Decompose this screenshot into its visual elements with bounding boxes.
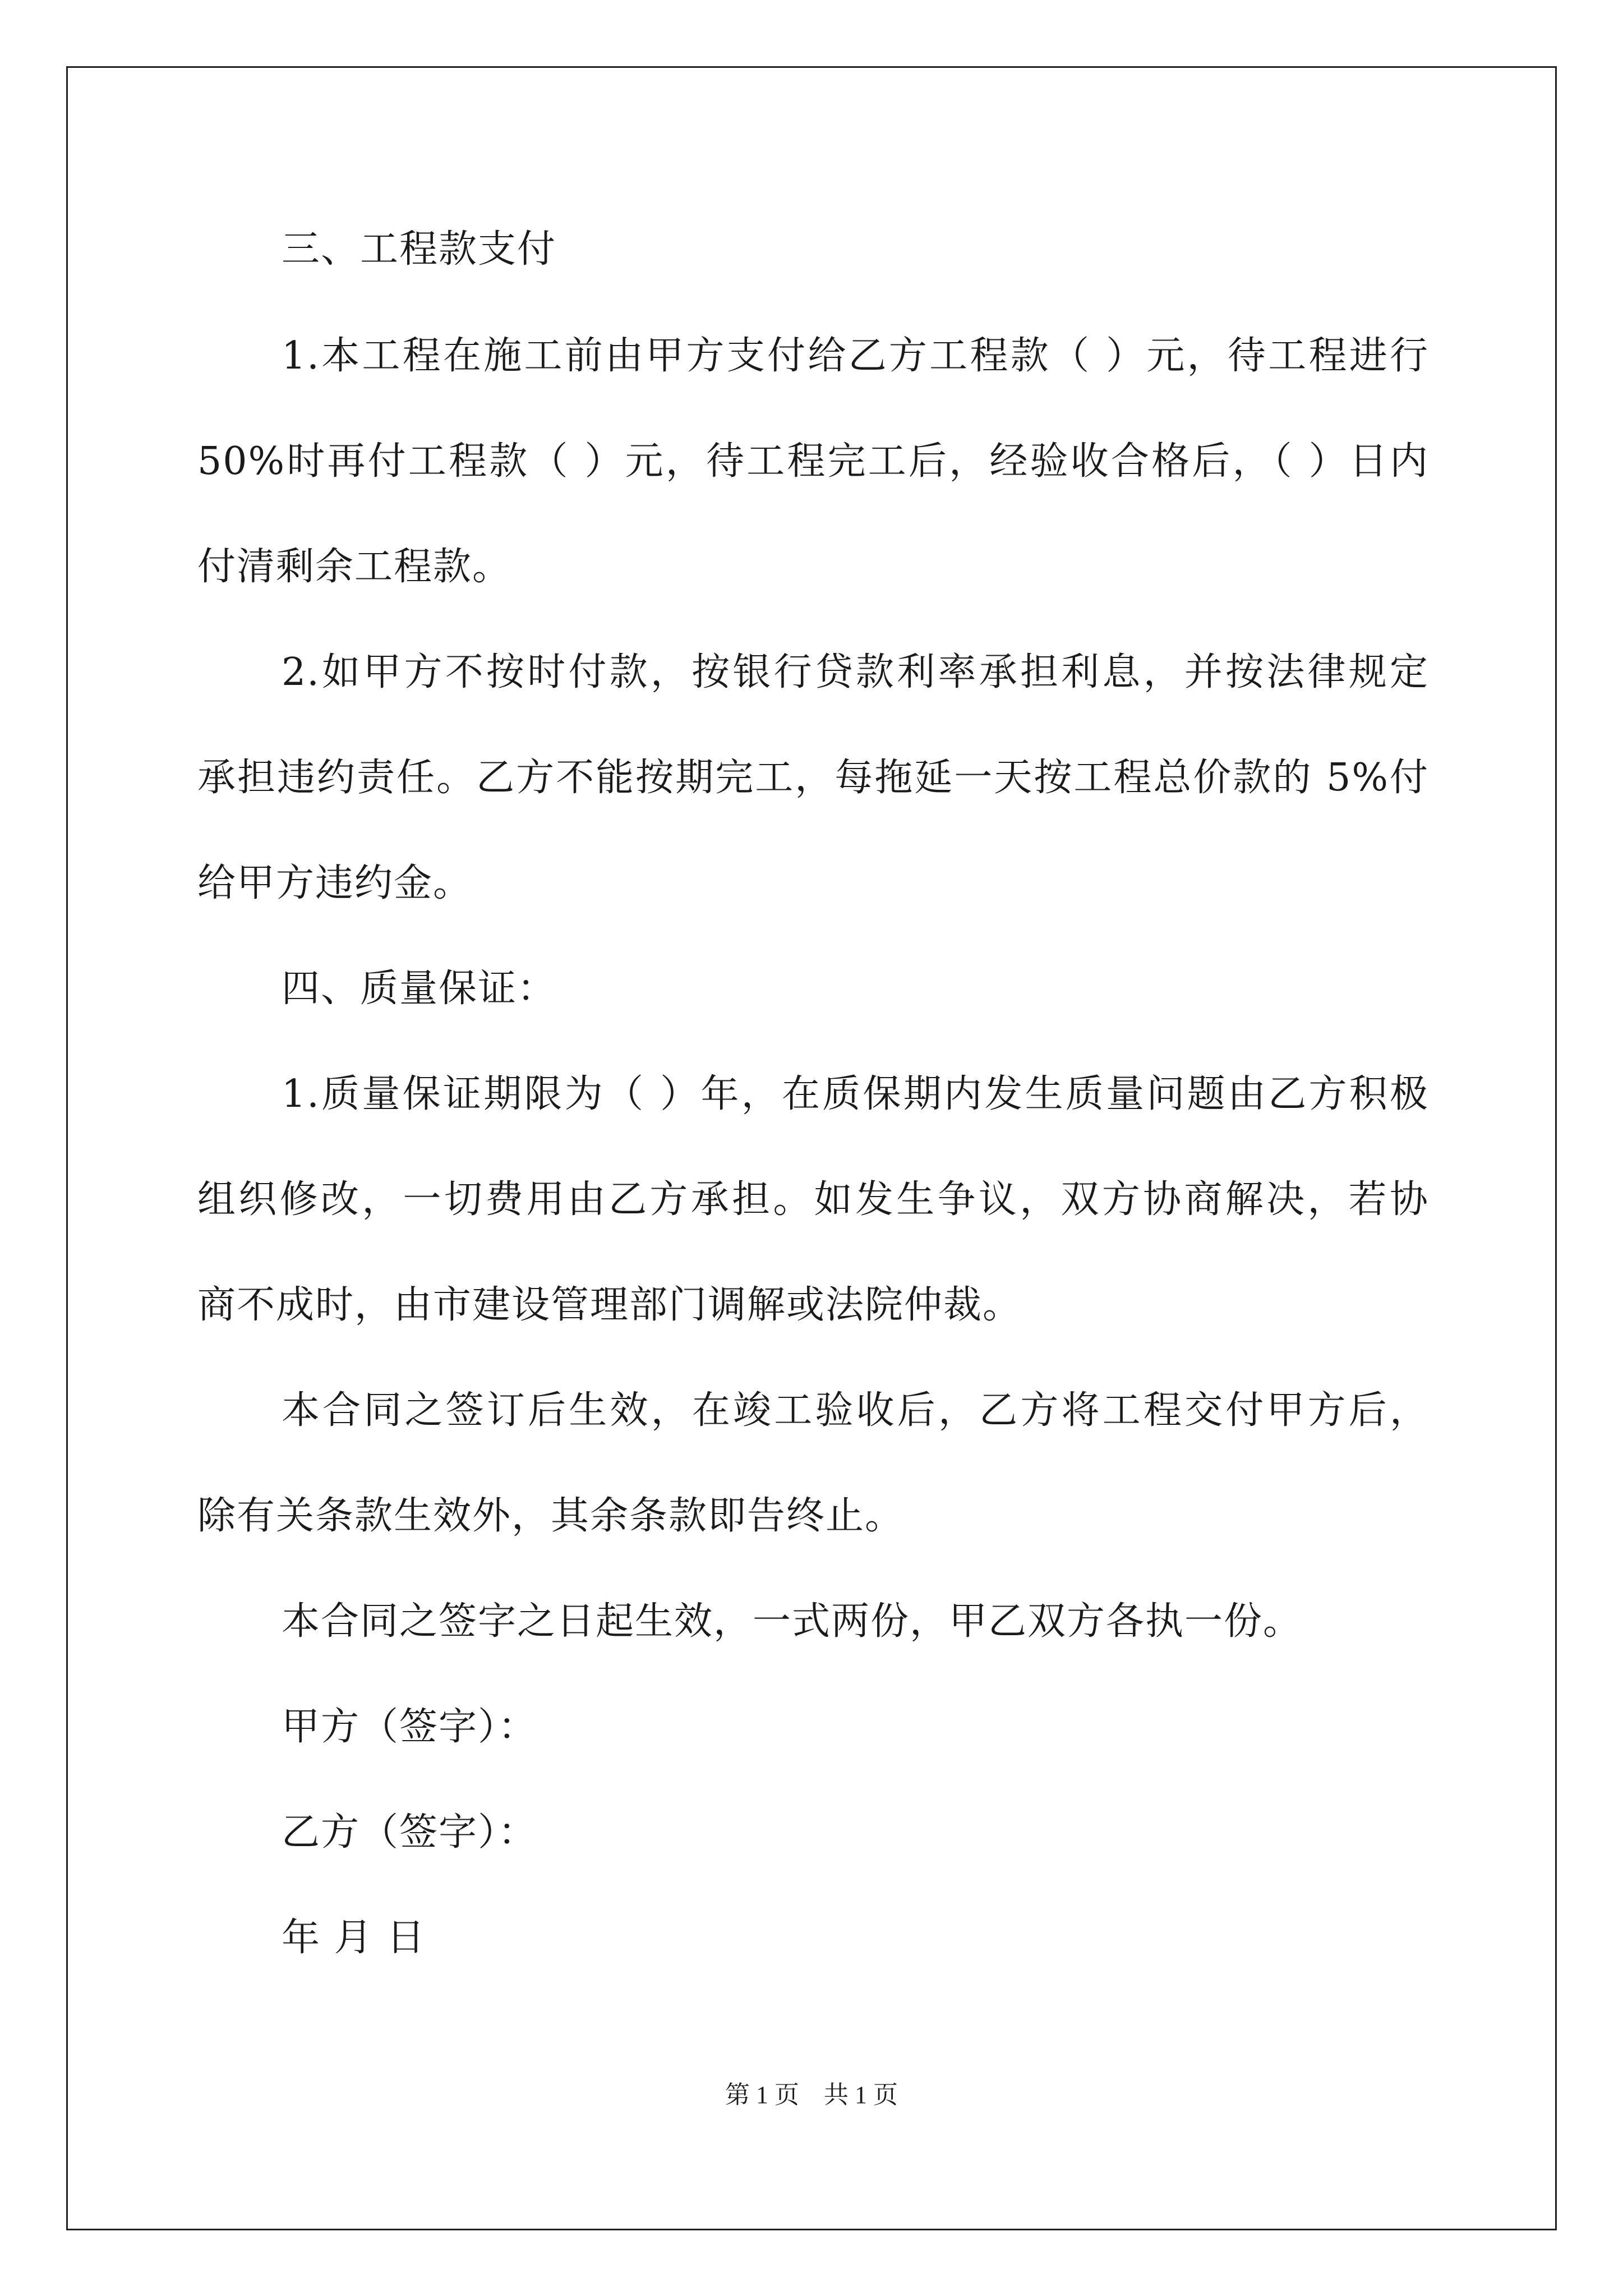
paragraph-line: 本合同之签订后生效，在竣工验收后，乙方将工程交付甲方后， xyxy=(282,1388,1429,1433)
paragraph-line: 本合同之签字之日起生效，一式两份，甲乙双方各执一份。 xyxy=(282,1599,1303,1644)
paragraph-line: 1.本工程在施工前由甲方支付给乙方工程款（ ）元，待工程进行 xyxy=(282,334,1429,378)
paragraph-line: 给甲方违约金。 xyxy=(197,861,473,905)
signature-party-b: 乙方（签字）： xyxy=(282,1810,538,1855)
section-heading-quality: 四、质量保证： xyxy=(282,967,557,1011)
paragraph-line: 付清剩余工程款。 xyxy=(197,545,512,589)
page-number-total: 共 1 页 xyxy=(824,2081,898,2109)
paragraph-line: 2.如甲方不按时付款，按银行贷款利率承担利息，并按法律规定 xyxy=(282,650,1429,694)
signature-party-a: 甲方（签字）： xyxy=(282,1705,538,1749)
page-number-current: 第 1 页 xyxy=(725,2081,799,2109)
paragraph-line: 除有关条款生效外，其余条款即告终止。 xyxy=(197,1494,905,1538)
paragraph-line: 50%时再付工程款（ ）元，待工程完工后，经验收合格后，（ ）日内 xyxy=(197,439,1429,484)
page-border xyxy=(66,66,1557,2230)
paragraph-line: 商不成时，由市建设管理部门调解或法院仲裁。 xyxy=(197,1283,1022,1327)
paragraph-line: 1.质量保证期限为（ ）年，在质保期内发生质量问题由乙方积极 xyxy=(282,1072,1429,1116)
page-footer xyxy=(0,2078,1623,2112)
signature-date: 年 月 日 xyxy=(282,1916,426,1960)
paragraph-line: 承担违约责任。乙方不能按期完工，每拖延一天按工程总价款的 5%付 xyxy=(197,756,1429,800)
paragraph-line: 组织修改，一切费用由乙方承担。如发生争议，双方协商解决，若协 xyxy=(197,1177,1429,1222)
section-heading-payment: 三、工程款支付 xyxy=(282,227,557,272)
